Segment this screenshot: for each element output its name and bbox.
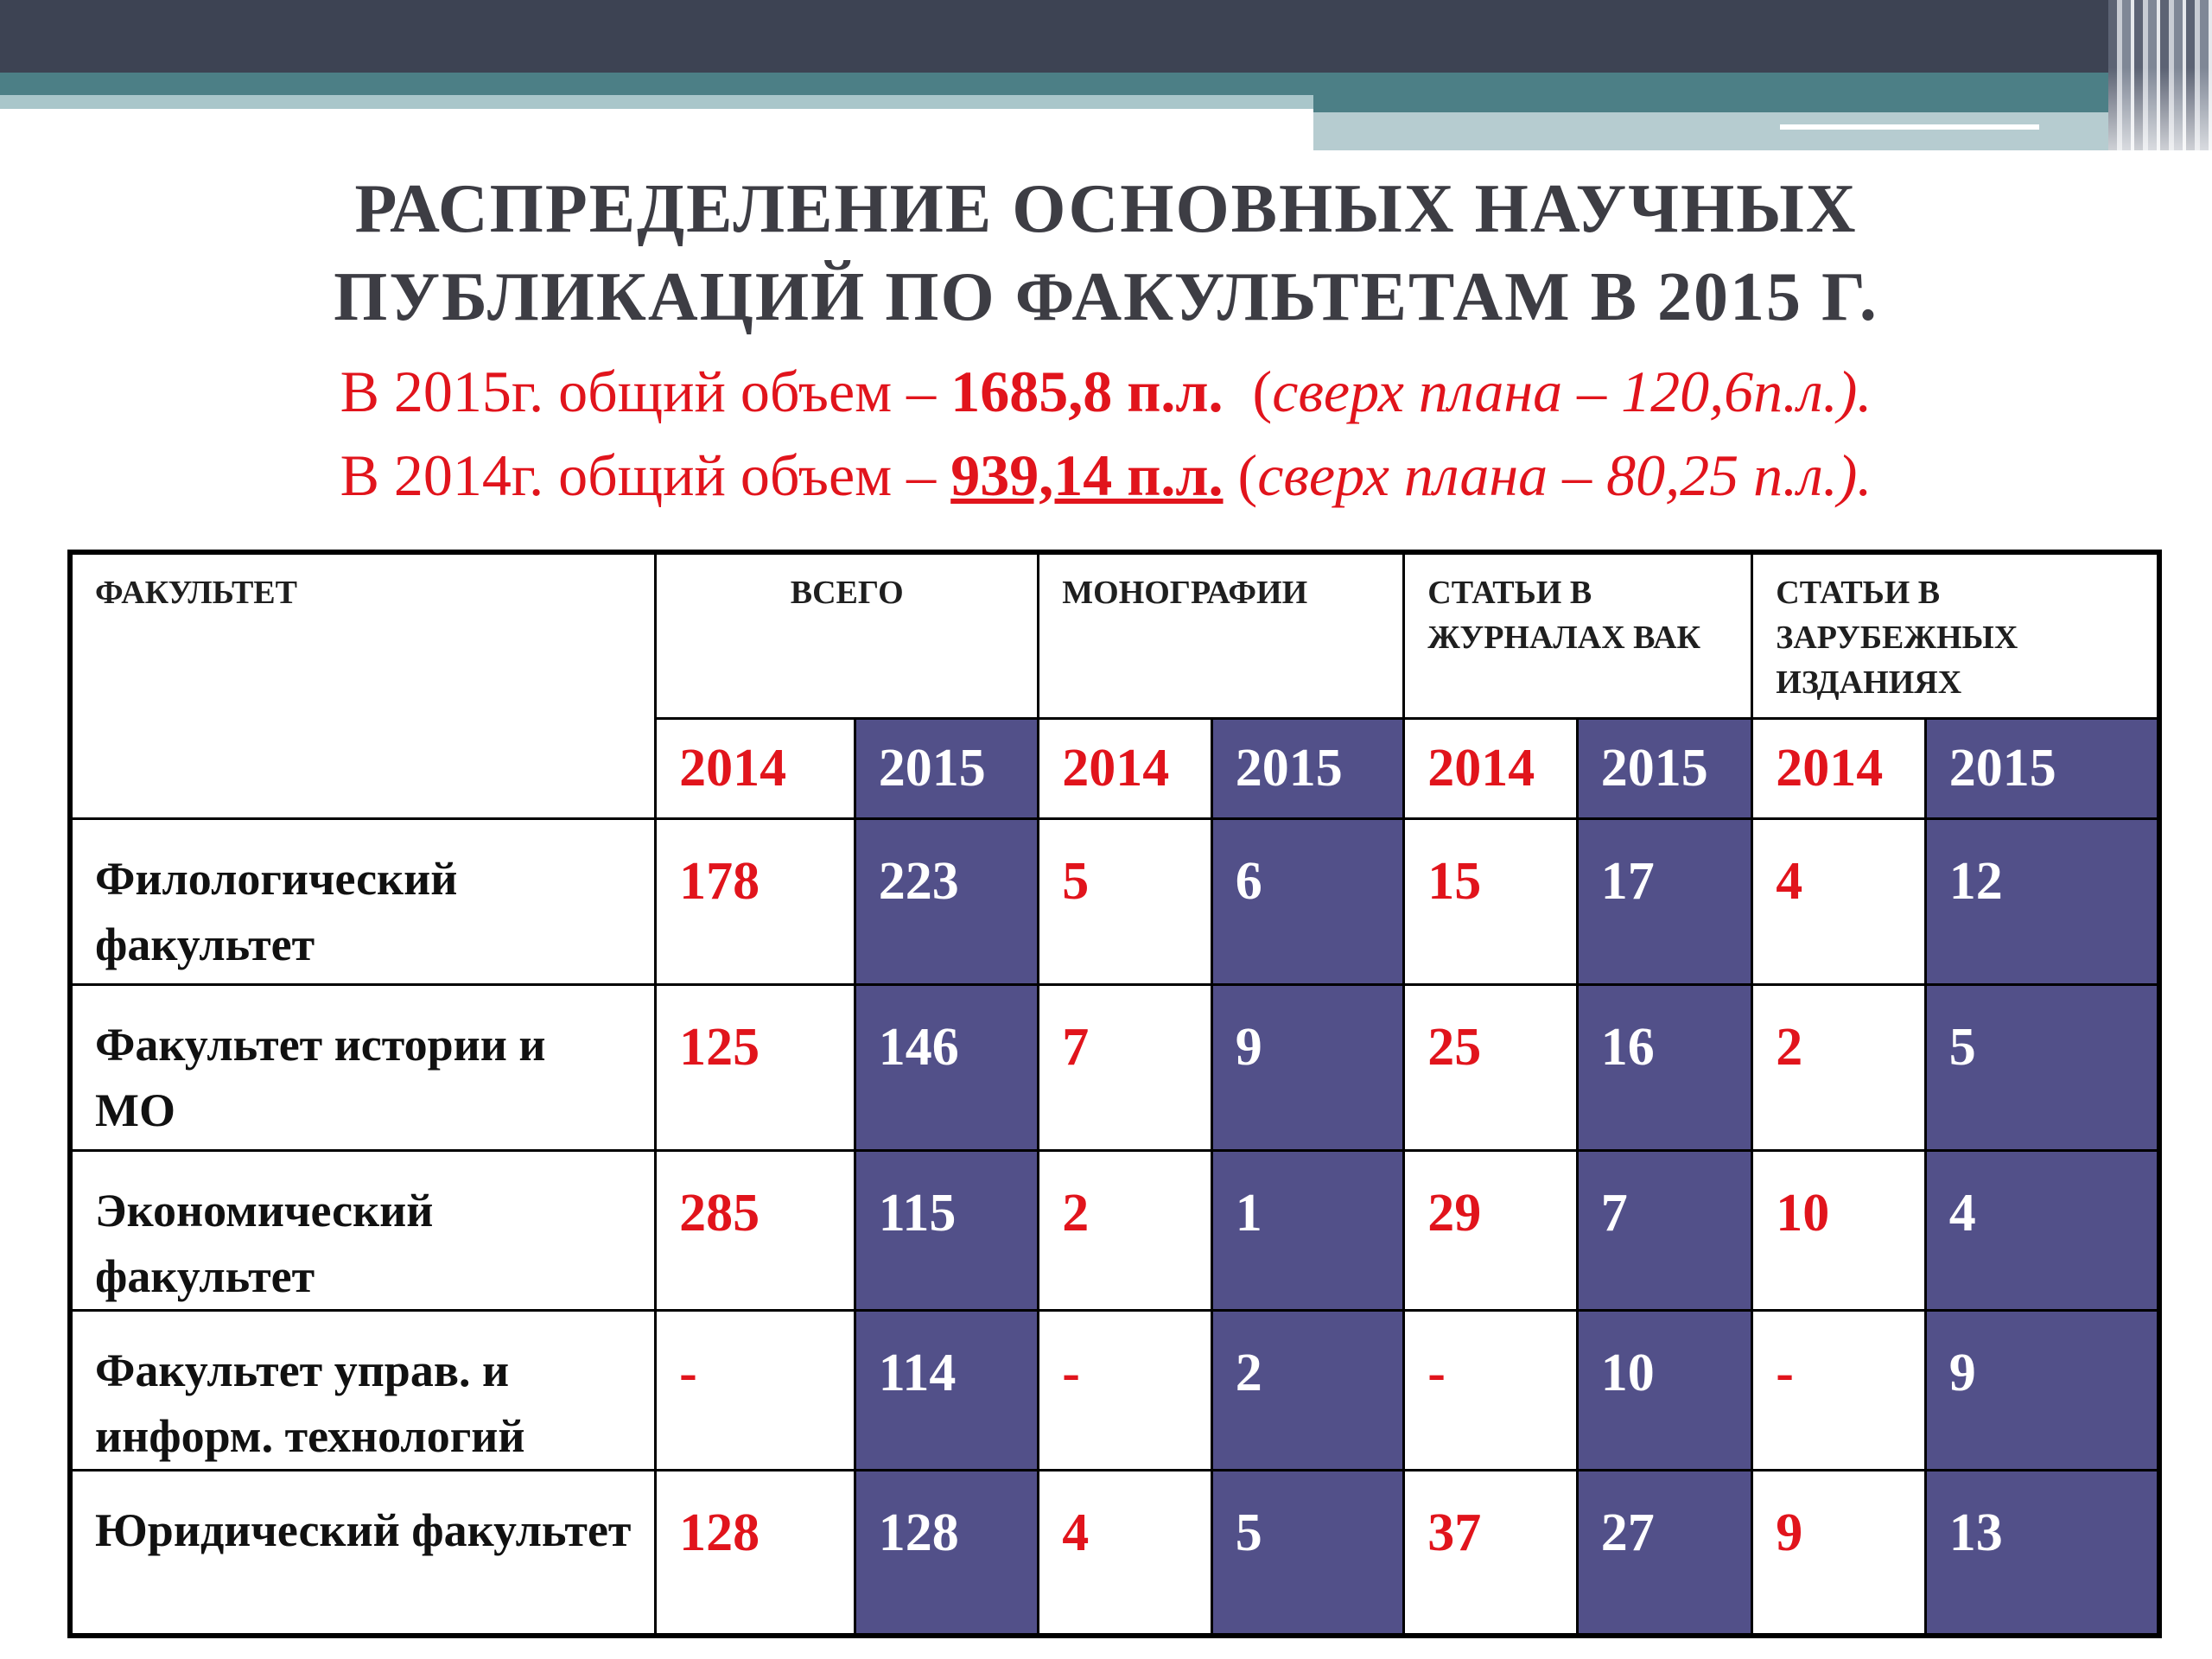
header-bar-light	[0, 95, 1313, 109]
header-vak-articles: СТАТЬИ В ЖУРНАЛАХ ВАК	[1404, 552, 1752, 718]
cell-monographs-2014: 4	[1039, 1470, 1211, 1636]
summary-2015-total: 1685,8 п.л.	[950, 359, 1224, 424]
header-bar-teal	[0, 73, 1313, 95]
cell-monographs-2014: 2	[1039, 1150, 1211, 1310]
cell-vak-2014: 15	[1404, 818, 1577, 984]
year-2014-vak: 2014	[1404, 718, 1577, 818]
cell-foreign-2014: 9	[1752, 1470, 1925, 1636]
year-2015-total: 2015	[855, 718, 1039, 818]
year-2015-monographs: 2015	[1211, 718, 1404, 818]
cell-foreign-2014: 2	[1752, 984, 1925, 1150]
cell-monographs-2015: 9	[1211, 984, 1404, 1150]
table-row	[70, 818, 2159, 984]
cell-total-2014: 128	[656, 1470, 855, 1636]
year-2014-foreign: 2014	[1752, 718, 1925, 818]
cell-vak-2014: 25	[1404, 984, 1577, 1150]
faculty-name: Экономический факультет	[70, 1150, 656, 1310]
header-bar-teal-right	[1313, 73, 2108, 112]
cell-monographs-2015: 2	[1211, 1310, 1404, 1470]
cell-monographs-2014: 7	[1039, 984, 1211, 1150]
slide-title-line2: ПУБЛИКАЦИЙ ПО ФАКУЛЬТЕТАМ В 2015 Г.	[334, 259, 1878, 335]
cell-total-2015: 128	[855, 1470, 1039, 1636]
header-row	[70, 552, 2159, 718]
cell-vak-2015: 16	[1577, 984, 1751, 1150]
header-foreign-articles: СТАТЬИ В ЗАРУБЕЖНЫХ ИЗДАНИЯХ	[1752, 552, 2159, 718]
publications-table	[67, 550, 2162, 1638]
header-bar-light-right	[1313, 112, 2108, 150]
summary-2015	[0, 353, 2212, 430]
summary-2014-note: сверх плана – 80,25 п.л.).	[1257, 442, 1872, 508]
cell-vak-2015: 27	[1577, 1470, 1751, 1636]
slide-title-line1: РАСПРЕДЕЛЕНИЕ ОСНОВНЫХ НАУЧНЫХ	[354, 171, 1858, 247]
cell-foreign-2015: 9	[1925, 1310, 2159, 1470]
cell-monographs-2015: 5	[1211, 1470, 1404, 1636]
cell-foreign-2014: -	[1752, 1310, 1925, 1470]
cell-foreign-2014: 4	[1752, 818, 1925, 984]
year-2014-monographs: 2014	[1039, 718, 1211, 818]
summary-2014-total: 939,14 п.л.	[950, 442, 1224, 508]
faculty-name: Факультет истории и МО	[70, 984, 656, 1150]
faculty-name: Юридический факультет	[70, 1470, 656, 1636]
cell-monographs-2015: 6	[1211, 818, 1404, 984]
cell-monographs-2014: -	[1039, 1310, 1211, 1470]
cell-total-2014: 125	[656, 984, 855, 1150]
table-row	[70, 984, 2159, 1150]
cell-foreign-2014: 10	[1752, 1150, 1925, 1310]
faculty-name: Факультет управ. и информ. технологий	[70, 1310, 656, 1470]
cell-total-2015: 223	[855, 818, 1039, 984]
cell-foreign-2015: 5	[1925, 984, 2159, 1150]
year-2014-total: 2014	[656, 718, 855, 818]
cell-total-2015: 146	[855, 984, 1039, 1150]
cell-vak-2014: 37	[1404, 1470, 1577, 1636]
cell-monographs-2014: 5	[1039, 818, 1211, 984]
summary-2014-prefix: В 2014г. общий объем –	[340, 442, 951, 508]
cell-total-2015: 114	[855, 1310, 1039, 1470]
header-stripes-fade	[2108, 0, 2212, 150]
table-row	[70, 1310, 2159, 1470]
year-2015-vak: 2015	[1577, 718, 1751, 818]
cell-total-2015: 115	[855, 1150, 1039, 1310]
cell-vak-2015: 10	[1577, 1310, 1751, 1470]
summary-2014	[0, 436, 2212, 514]
header-accent-line	[1780, 124, 2039, 130]
cell-foreign-2015: 12	[1925, 818, 2159, 984]
cell-total-2014: -	[656, 1310, 855, 1470]
summary-2014-open: (	[1223, 442, 1258, 508]
cell-total-2014: 285	[656, 1150, 855, 1310]
header-faculty: ФАКУЛЬТЕТ	[70, 552, 656, 818]
header-bar-dark	[0, 0, 2212, 73]
cell-total-2014: 178	[656, 818, 855, 984]
summary-2015-open: (	[1252, 359, 1273, 424]
header-monographs: МОНОГРАФИИ	[1039, 552, 1404, 718]
table-row	[70, 1150, 2159, 1310]
table-row	[70, 1470, 2159, 1636]
cell-foreign-2015: 13	[1925, 1470, 2159, 1636]
cell-vak-2014: 29	[1404, 1150, 1577, 1310]
cell-vak-2015: 7	[1577, 1150, 1751, 1310]
summary-2015-note: сверх плана – 120,6п.л.).	[1272, 359, 1872, 424]
header-total: ВСЕГО	[656, 552, 1039, 718]
year-2015-foreign: 2015	[1925, 718, 2159, 818]
cell-vak-2015: 17	[1577, 818, 1751, 984]
cell-monographs-2015: 1	[1211, 1150, 1404, 1310]
summary-2015-prefix: В 2015г. общий объем –	[340, 359, 951, 424]
cell-foreign-2015: 4	[1925, 1150, 2159, 1310]
faculty-name: Филологический факультет	[70, 818, 656, 984]
cell-vak-2014: -	[1404, 1310, 1577, 1470]
